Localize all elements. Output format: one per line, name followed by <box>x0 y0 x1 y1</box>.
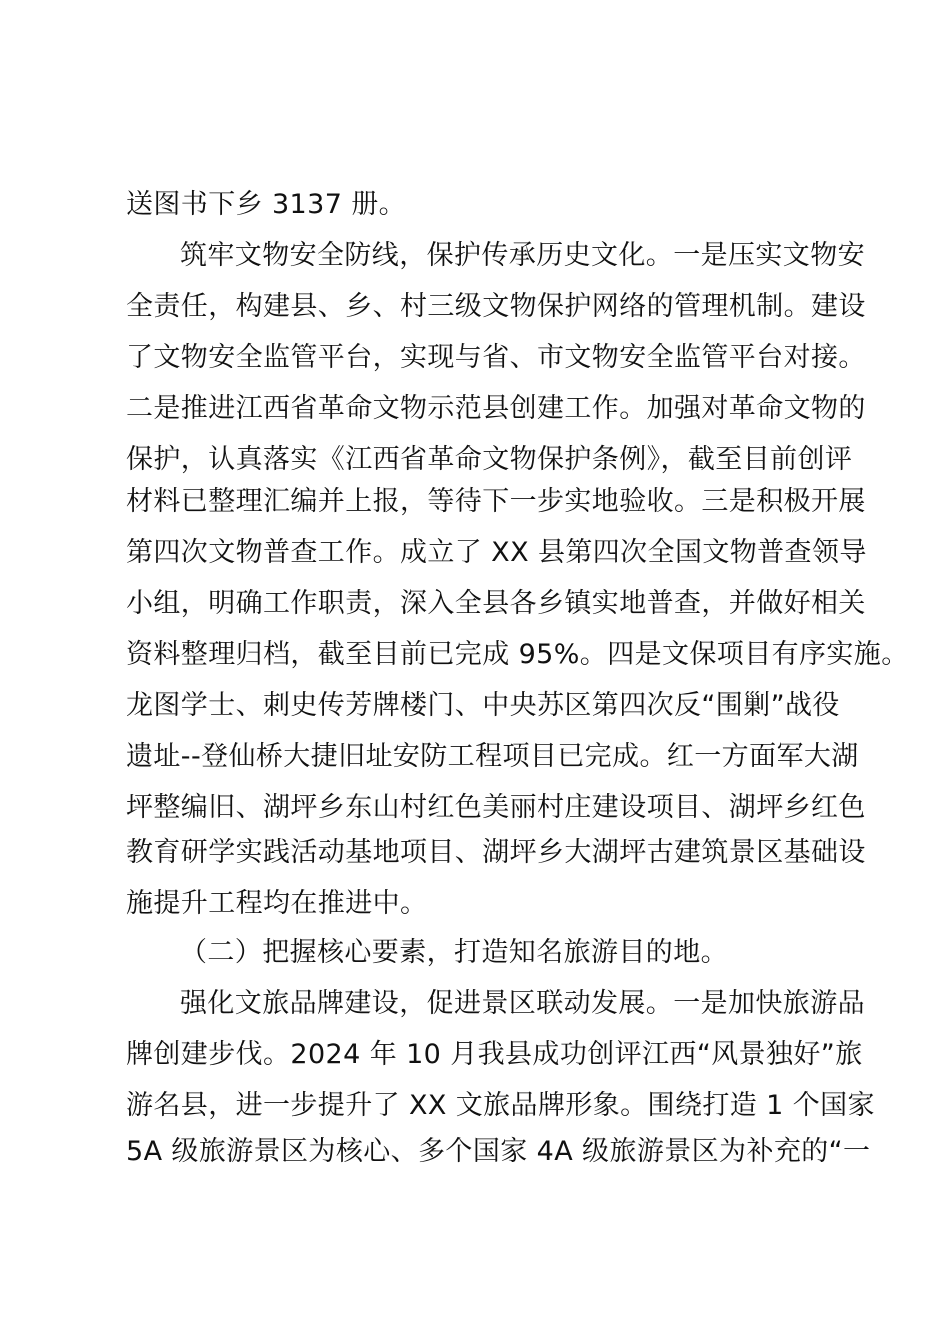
text-line: 保护，认真落实《江西省革命文物保护条例》，截至目前创评 <box>126 444 853 475</box>
text-line: 资料整理归档，截至目前已完成 95%。四是文保项目有序实施。 <box>126 639 909 670</box>
text-line: 牌创建步伐。2024 年 10 月我县成功创评江西“风景独好”旅 <box>126 1039 863 1070</box>
text-line: 游名县，进一步提升了 XX 文旅品牌形象。围绕打造 1 个国家 <box>126 1090 875 1121</box>
text-line: 二是推进江西省革命文物示范县创建工作。加强对革命文物的 <box>126 393 866 424</box>
text-line: 了文物安全监管平台，实现与省、市文物安全监管平台对接。 <box>126 342 866 373</box>
text-line: 遗址--登仙桥大捷旧址安防工程项目已完成。红一方面军大湖 <box>126 741 859 772</box>
text-line: 小组，明确工作职责，深入全县各乡镇实地普查，并做好相关 <box>126 588 866 619</box>
text-line: 送图书下乡 3137 册。 <box>126 189 407 220</box>
section-heading: （二）把握核心要素，打造知名旅游目的地。 <box>180 937 728 968</box>
text-line: 龙图学士、刺史传芳牌楼门、中央苏区第四次反“围剿”战役 <box>126 690 840 721</box>
text-line: 强化文旅品牌建设，促进景区联动发展。一是加快旅游品 <box>180 988 865 1019</box>
text-line: 教育研学实践活动基地项目、湖坪乡大湖坪古建筑景区基础设 <box>126 837 866 868</box>
text-line: 坪整编旧、湖坪乡东山村红色美丽村庄建设项目、湖坪乡红色 <box>126 792 866 823</box>
text-line: 全责任，构建县、乡、村三级文物保护网络的管理机制。建设 <box>126 291 866 322</box>
text-line: 施提升工程均在推进中。 <box>126 888 428 919</box>
text-line: 筑牢文物安全防线，保护传承历史文化。一是压实文物安 <box>180 240 865 271</box>
text-line: 5A 级旅游景区为核心、多个国家 4A 级旅游景区为补充的“一 <box>126 1136 871 1167</box>
text-line: 第四次文物普查工作。成立了 XX 县第四次全国文物普查领导 <box>126 537 867 568</box>
text-line: 材料已整理汇编并上报，等待下一步实地验收。三是积极开展 <box>126 486 866 517</box>
